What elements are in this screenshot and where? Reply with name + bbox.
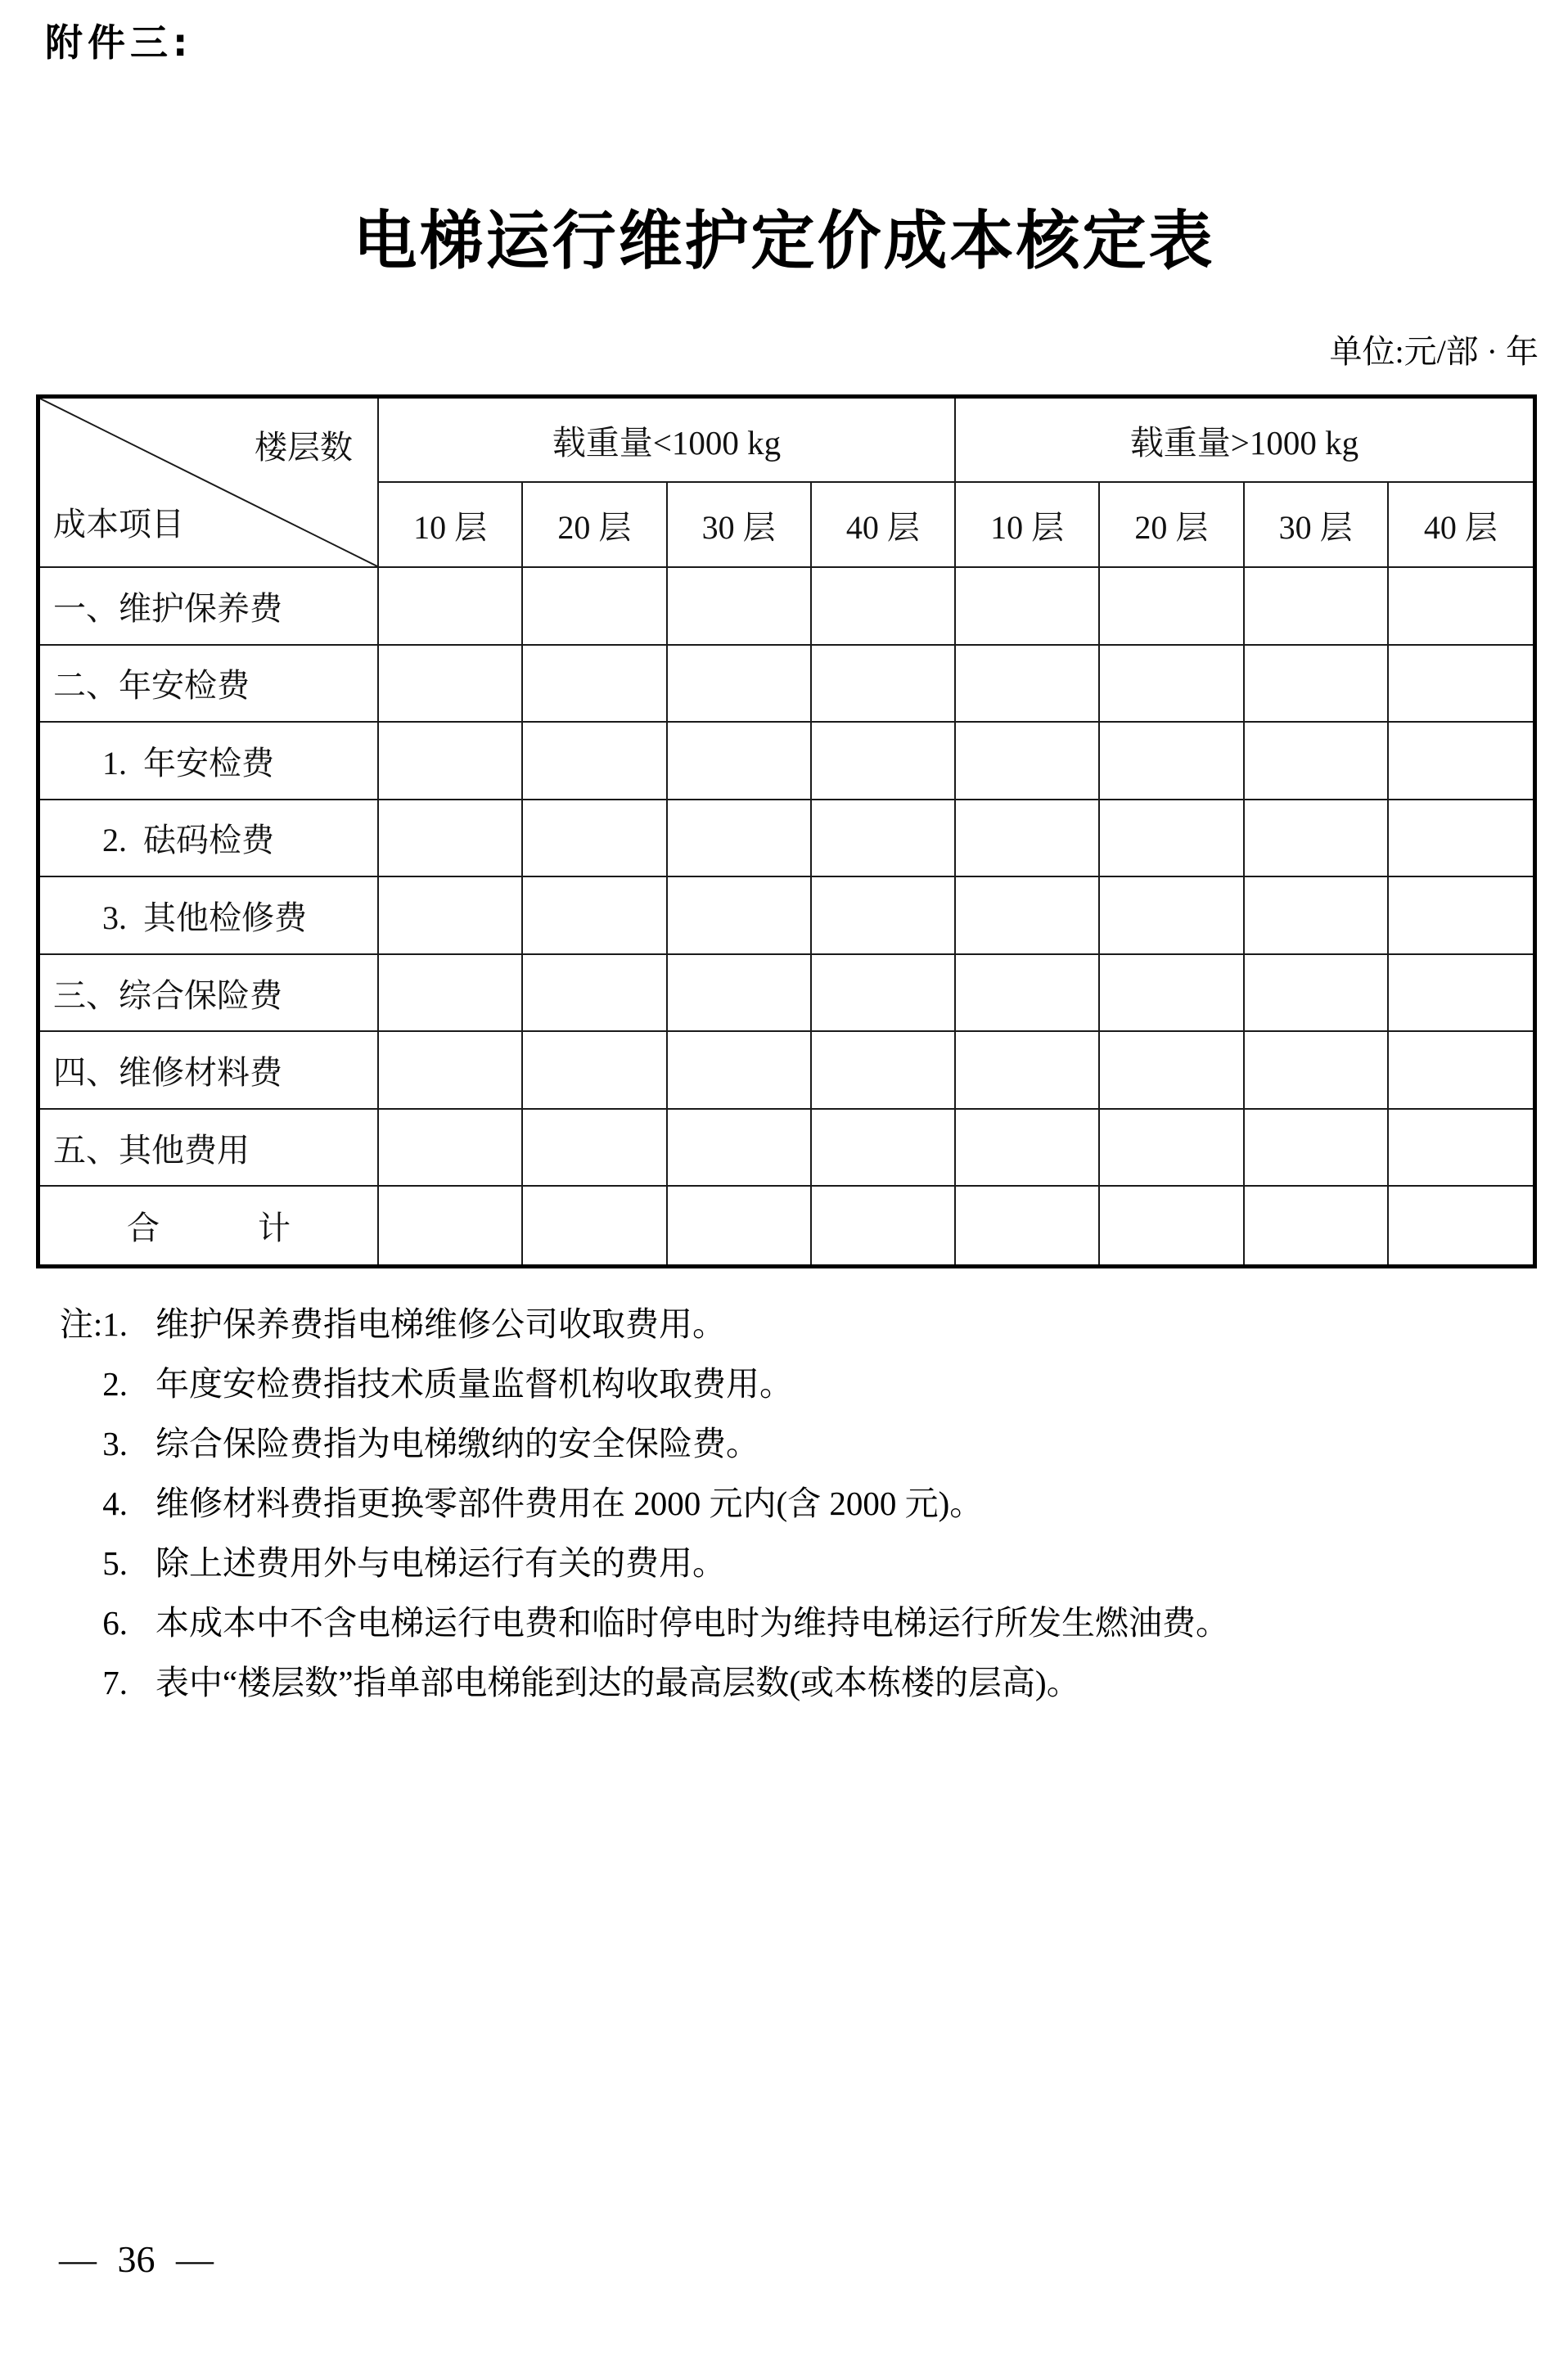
table-cell xyxy=(668,646,812,723)
col-header-30f: 30 层 xyxy=(668,483,812,568)
table-cell xyxy=(1245,723,1389,800)
col-header-40f: 40 层 xyxy=(1389,483,1533,568)
table-cell xyxy=(523,568,667,646)
table-cell xyxy=(523,955,667,1033)
col-header-20f: 20 层 xyxy=(523,483,667,568)
table-cell xyxy=(812,800,956,878)
note-item xyxy=(31,1474,1553,1534)
table-cell xyxy=(956,800,1100,878)
note-number: 6. xyxy=(102,1604,128,1642)
table-cell xyxy=(1100,800,1244,878)
table-cell xyxy=(812,1187,956,1264)
note-text: 维修材料费指更换零部件费用在 2000 元内(含 2000 元)。 xyxy=(155,1485,984,1522)
table-cell xyxy=(523,1110,667,1187)
row-label: 1. 年安检费 xyxy=(40,723,379,800)
table-cell xyxy=(379,800,523,878)
note-text: 本成本中不含电梯运行电费和临时停电时为维持电梯运行所发生燃油费。 xyxy=(155,1604,1229,1642)
table-cell xyxy=(668,723,812,800)
col-header-40f: 40 层 xyxy=(812,483,956,568)
note-item xyxy=(31,1653,1553,1713)
table-cell xyxy=(1245,800,1389,878)
table-cell xyxy=(812,723,956,800)
unit-note: 单位:元/部 · 年 xyxy=(1329,333,1539,370)
attachment-label: 附件三: xyxy=(45,20,193,65)
col-group-under-1000kg: 载重量<1000 kg xyxy=(379,399,956,483)
note-text: 表中“楼层数”指单部电梯能到达的最高层数(或本栋楼的层高)。 xyxy=(155,1664,1080,1701)
table-cell xyxy=(379,568,523,646)
table-cell xyxy=(668,1032,812,1110)
table-cell xyxy=(379,1110,523,1187)
note-number: 7. xyxy=(102,1664,128,1701)
table-cell xyxy=(1100,1187,1244,1264)
table-cell xyxy=(1245,1032,1389,1110)
corner-costitem-label: 成本项目 xyxy=(53,506,184,543)
note-text: 维护保养费指电梯维修公司收取费用。 xyxy=(155,1305,726,1343)
total-row-label: 合 计 xyxy=(40,1187,379,1264)
table-cell xyxy=(668,955,812,1033)
corner-cell xyxy=(40,399,379,568)
row-label: 一、维护保养费 xyxy=(40,568,379,646)
corner-floors-label: 楼层数 xyxy=(255,429,353,466)
table-cell xyxy=(523,1187,667,1264)
table-cell xyxy=(1245,1110,1389,1187)
table-cell xyxy=(1245,646,1389,723)
table-cell xyxy=(668,800,812,878)
table-cell xyxy=(1100,646,1244,723)
table-cell xyxy=(1245,955,1389,1033)
notes-list xyxy=(31,1295,1553,1713)
note-item xyxy=(31,1414,1553,1474)
table-cell xyxy=(1389,646,1533,723)
table-cell xyxy=(1389,877,1533,955)
note-number: 注:1. xyxy=(59,1305,128,1343)
table-cell xyxy=(956,723,1100,800)
col-header-30f: 30 层 xyxy=(1245,483,1389,568)
table-cell xyxy=(668,568,812,646)
table-cell xyxy=(956,568,1100,646)
table-cell xyxy=(1389,723,1533,800)
cost-table xyxy=(36,394,1537,1268)
col-header-20f: 20 层 xyxy=(1100,483,1244,568)
table-cell xyxy=(668,1187,812,1264)
col-group-over-1000kg: 载重量>1000 kg xyxy=(956,399,1533,483)
table-cell xyxy=(1245,877,1389,955)
table-cell xyxy=(379,1032,523,1110)
row-label: 2. 砝码检费 xyxy=(40,800,379,878)
row-label: 3. 其他检修费 xyxy=(40,877,379,955)
note-item xyxy=(31,1295,1553,1354)
table-cell xyxy=(523,800,667,878)
note-item xyxy=(31,1534,1553,1593)
table-cell xyxy=(523,723,667,800)
note-number: 5. xyxy=(102,1544,128,1582)
table-cell xyxy=(668,877,812,955)
note-number: 2. xyxy=(102,1365,128,1403)
table-cell xyxy=(523,1032,667,1110)
table-cell xyxy=(1100,1110,1244,1187)
table-cell xyxy=(812,1032,956,1110)
col-header-10f: 10 层 xyxy=(379,483,523,568)
table-cell xyxy=(1389,1110,1533,1187)
row-label: 四、维修材料费 xyxy=(40,1032,379,1110)
table-cell xyxy=(1100,568,1244,646)
table-cell xyxy=(1245,568,1389,646)
table-cell xyxy=(812,877,956,955)
table-cell xyxy=(956,1187,1100,1264)
note-text: 年度安检费指技术质量监督机构收取费用。 xyxy=(155,1365,793,1403)
table-cell xyxy=(812,646,956,723)
table-cell xyxy=(523,877,667,955)
table-cell xyxy=(1389,1187,1533,1264)
table-cell xyxy=(1100,955,1244,1033)
table-cell xyxy=(1100,1032,1244,1110)
table-cell xyxy=(956,955,1100,1033)
note-number: 3. xyxy=(102,1425,128,1462)
table-cell xyxy=(1389,955,1533,1033)
table-cell xyxy=(1389,800,1533,878)
table-cell xyxy=(379,955,523,1033)
table-cell xyxy=(379,877,523,955)
table-cell xyxy=(1100,723,1244,800)
note-number: 4. xyxy=(102,1485,128,1522)
table-cell xyxy=(1100,877,1244,955)
row-label: 五、其他费用 xyxy=(40,1110,379,1187)
table-cell xyxy=(956,646,1100,723)
table-cell xyxy=(812,1110,956,1187)
note-item xyxy=(31,1354,1553,1414)
table-cell xyxy=(812,568,956,646)
table-cell xyxy=(523,646,667,723)
note-text: 综合保险费指为电梯缴纳的安全保险费。 xyxy=(155,1425,759,1462)
col-header-10f: 10 层 xyxy=(956,483,1100,568)
table-cell xyxy=(379,1187,523,1264)
page-title: 电梯运行维护定价成本核定表 xyxy=(353,205,1215,277)
table-cell xyxy=(812,955,956,1033)
table-cell xyxy=(379,723,523,800)
table-cell xyxy=(1389,568,1533,646)
table-cell xyxy=(668,1110,812,1187)
table-cell xyxy=(956,877,1100,955)
note-item xyxy=(31,1593,1553,1653)
row-label: 二、年安检费 xyxy=(40,646,379,723)
page-number: — 36 — xyxy=(59,2238,214,2280)
table-cell xyxy=(1245,1187,1389,1264)
table-cell xyxy=(1389,1032,1533,1110)
table-cell xyxy=(956,1032,1100,1110)
note-text: 除上述费用外与电梯运行有关的费用。 xyxy=(155,1544,726,1582)
row-label: 三、综合保险费 xyxy=(40,955,379,1033)
table-cell xyxy=(379,646,523,723)
table-cell xyxy=(956,1110,1100,1187)
